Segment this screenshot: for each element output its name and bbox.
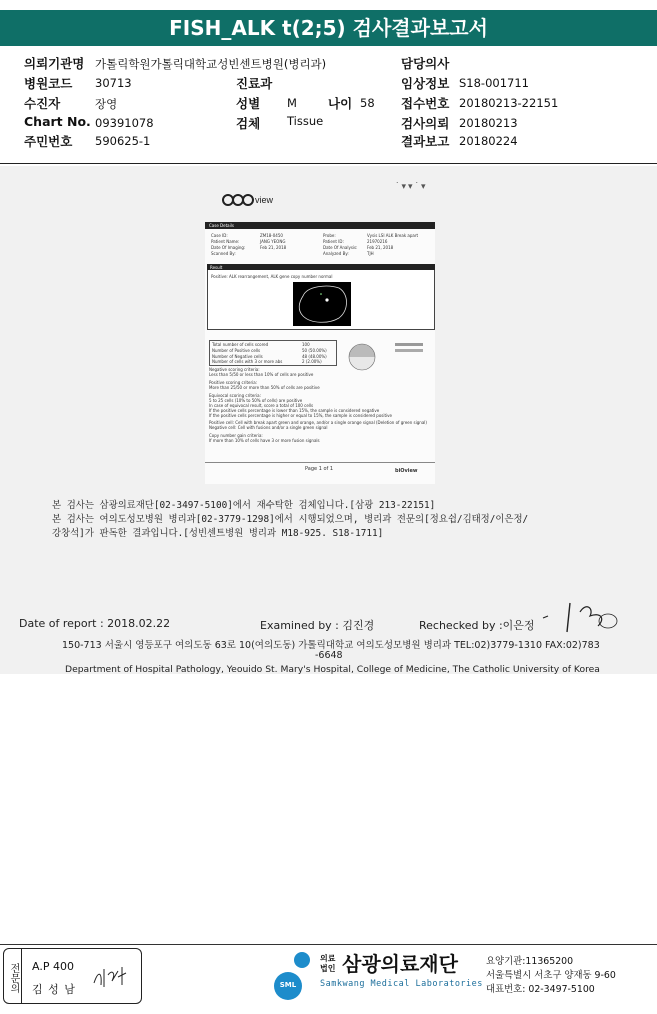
request-value: 20180213	[459, 116, 518, 130]
criteria-line: If more than 10% of cells have 3 or more fusion signals	[209, 438, 320, 443]
sex-label: 성별	[236, 96, 261, 111]
scanned-label: Scanned By:	[211, 251, 236, 256]
note-line-2: 본 검사는 여의도성모병원 병리과[02-3779-1298]에서 시행되었으며, 병리과 전문의[정요쉽/김태정/이은정/	[52, 514, 529, 525]
stamp-code: A.P 400	[32, 960, 74, 973]
patient-id: 21970216	[367, 239, 388, 244]
patient-name: JANG YEONG	[260, 239, 286, 244]
foundation-address: 서울특별시 서초구 양재동 9-60	[486, 970, 616, 981]
table-row-value: 50 (50.00%)	[302, 348, 327, 353]
criteria-line: 5 to 25 cells (10% to 50% of cells) are positive	[209, 398, 303, 403]
patient-id-label: Patient ID:	[323, 239, 344, 244]
stamp-signature-icon	[92, 963, 132, 991]
institution-code: 요양기관:11365200	[486, 956, 574, 967]
department-label: 진료과	[236, 76, 273, 91]
institution-label: 의뢰기관명	[24, 56, 85, 71]
report-title: FISH_ALK t(2;5) 검사결과보고서	[0, 10, 657, 46]
table-row-value: 2 (2.00%)	[302, 359, 322, 364]
foundation-name: 삼광의료재단	[342, 952, 458, 976]
scan-speckles: ˙▾▾˙▾	[395, 182, 428, 192]
foundation-phone: 대표번호: 02-3497-5100	[486, 984, 595, 995]
imaging-date: Feb 21, 2018	[260, 245, 287, 250]
case-id-label: Case ID:	[211, 233, 228, 238]
pie-graphic	[347, 342, 377, 372]
examined-by: Examined by : 김진경	[260, 619, 375, 632]
hospital-address-cont: -6648	[315, 650, 343, 661]
fish-nucleus-image	[293, 282, 351, 326]
criteria-line: In case of equivocal result, score a total of 100 cells	[209, 403, 314, 408]
criteria-line: If the positive cells percentage is lower than 15%, the sample is considered negative	[209, 408, 380, 413]
sheet-footer-logo: biOview	[395, 468, 418, 474]
criteria-line: Negative scoring criteria:	[209, 367, 260, 372]
age-value: 58	[360, 96, 375, 110]
pathologist-stamp	[3, 948, 142, 1004]
note-line-3: 강창석]가 판독한 결과입니다.[성빈센트병원 병리과 M18-925. S18-1711]	[52, 528, 384, 539]
report-label: 결과보고	[401, 134, 450, 149]
criteria-line: More than 25/50 or more than 50% of cells are positive	[209, 385, 320, 390]
patient-label: 수진자	[24, 96, 61, 111]
case-details-header: Case Details	[209, 223, 234, 228]
foundation-type-line1: 의료	[320, 954, 336, 963]
clinical-info-label: 임상정보	[401, 76, 450, 91]
analyzed-label: Analyzed By:	[323, 251, 349, 256]
criteria-line: Positive cell: Cell with break apart green and orange, and/or a single orange signal (Deletion of green signal)	[209, 420, 427, 425]
receipt-label: 접수번호	[401, 96, 450, 111]
sml-logo-icon	[272, 950, 316, 1000]
header-divider	[0, 163, 657, 164]
page-number: Page 1 of 1	[305, 466, 334, 472]
foundation-name-en: Samkwang Medical Laboratories	[320, 979, 483, 989]
patient-value: 장영	[95, 97, 118, 111]
analyzed-by: TJH	[367, 251, 374, 256]
specimen-label: 검체	[236, 116, 261, 131]
rrn-value: 590625-1	[95, 134, 151, 148]
rechecked-by: Rechecked by :이은정	[419, 619, 535, 632]
probe: Vysis LSI ALK Break apart	[367, 233, 419, 238]
hospital-address: 150-713 서울시 영등포구 여의도동 63로 10(여의도동) 가톨릭대학교 여의도성모병원 병리과 TEL:02)3779-1310 FAX:02)783	[62, 640, 600, 651]
analysis-label: Date Of Analysis:	[323, 245, 358, 250]
result-text: Positive: ALK rearrangement, ALK gene copy number normal	[211, 274, 333, 279]
table-row-value: 48 (48.00%)	[302, 354, 327, 359]
stamp-name: 김 성 남	[32, 983, 76, 996]
chart-value: 09391078	[95, 116, 154, 130]
probe-label: Probe:	[323, 233, 336, 238]
table-row-value: 100	[302, 342, 310, 347]
analysis-date: Feb 21, 2018	[367, 245, 394, 250]
sex-value: M	[287, 96, 297, 110]
hospital-code-label: 병원코드	[24, 76, 73, 91]
patient-name-label: Patient Name:	[211, 239, 240, 244]
case-id: ZM18-0450	[260, 233, 283, 238]
table-row-label: Number of cells with 3 or more abs	[212, 359, 283, 364]
table-row-label: Number of Positive cells	[212, 348, 261, 353]
chart-label: Chart No.	[24, 114, 91, 129]
request-label: 검사의뢰	[401, 116, 450, 131]
table-row-label: Total number of cells scored	[212, 342, 269, 347]
criteria-line: Equivocal scoring criteria:	[209, 393, 261, 398]
criteria-line: Negative cell: Cell with fusions and/or a single green signal	[209, 425, 328, 430]
sheet-footer-line	[205, 462, 435, 463]
bottom-divider	[0, 944, 657, 945]
institution-value: 가톨릭학원가톨릭대학교성빈센트병원(병리과)	[95, 57, 327, 71]
foundation-type-line2: 법인	[320, 964, 336, 973]
receipt-value: 20180213-22151	[459, 96, 559, 110]
note-line-1: 본 검사는 삼광의료재단[02-3497-5100]에서 재수탁한 검체입니다.[삼광 213-22151]	[52, 500, 436, 511]
stamp-side-label: 전문의	[4, 949, 22, 1003]
report-value: 20180224	[459, 134, 518, 148]
counts-table	[209, 340, 337, 366]
doctor-label: 담당의사	[401, 56, 450, 71]
sml-logo-text: SML	[279, 981, 297, 989]
rrn-label: 주민번호	[24, 134, 73, 149]
criteria-line: Copy number gain criteria:	[209, 433, 263, 438]
imaging-label: Date Of Imaging:	[211, 245, 246, 250]
fish-result-sheet	[205, 222, 435, 484]
signature-icon	[540, 600, 620, 634]
specimen-value: Tissue	[287, 114, 324, 128]
bioview-logo	[222, 188, 282, 208]
criteria-line: Less than 5/50 or less than 10% of cells are positive	[209, 372, 314, 377]
clinical-info-value: S18-001711	[459, 76, 529, 90]
date-of-report: Date of report : 2018.02.22	[19, 617, 171, 630]
svg-text:view: view	[255, 195, 274, 205]
age-label: 나이	[328, 96, 353, 111]
foundation-type	[320, 954, 335, 974]
criteria-line: Positive scoring criteria:	[209, 380, 258, 385]
hospital-code-value: 30713	[95, 76, 132, 90]
patient-info-block	[0, 48, 657, 164]
table-row-label: Number of Negative cells	[212, 354, 263, 359]
hospital-department: Department of Hospital Pathology, Yeouido St. Mary's Hospital, College of Medicine, The Catholic University of Korea	[65, 664, 600, 675]
result-header: Result	[210, 265, 223, 270]
criteria-line: If the positive cells percentage is higher or equal to 15%, the sample is considered positive	[209, 413, 392, 418]
